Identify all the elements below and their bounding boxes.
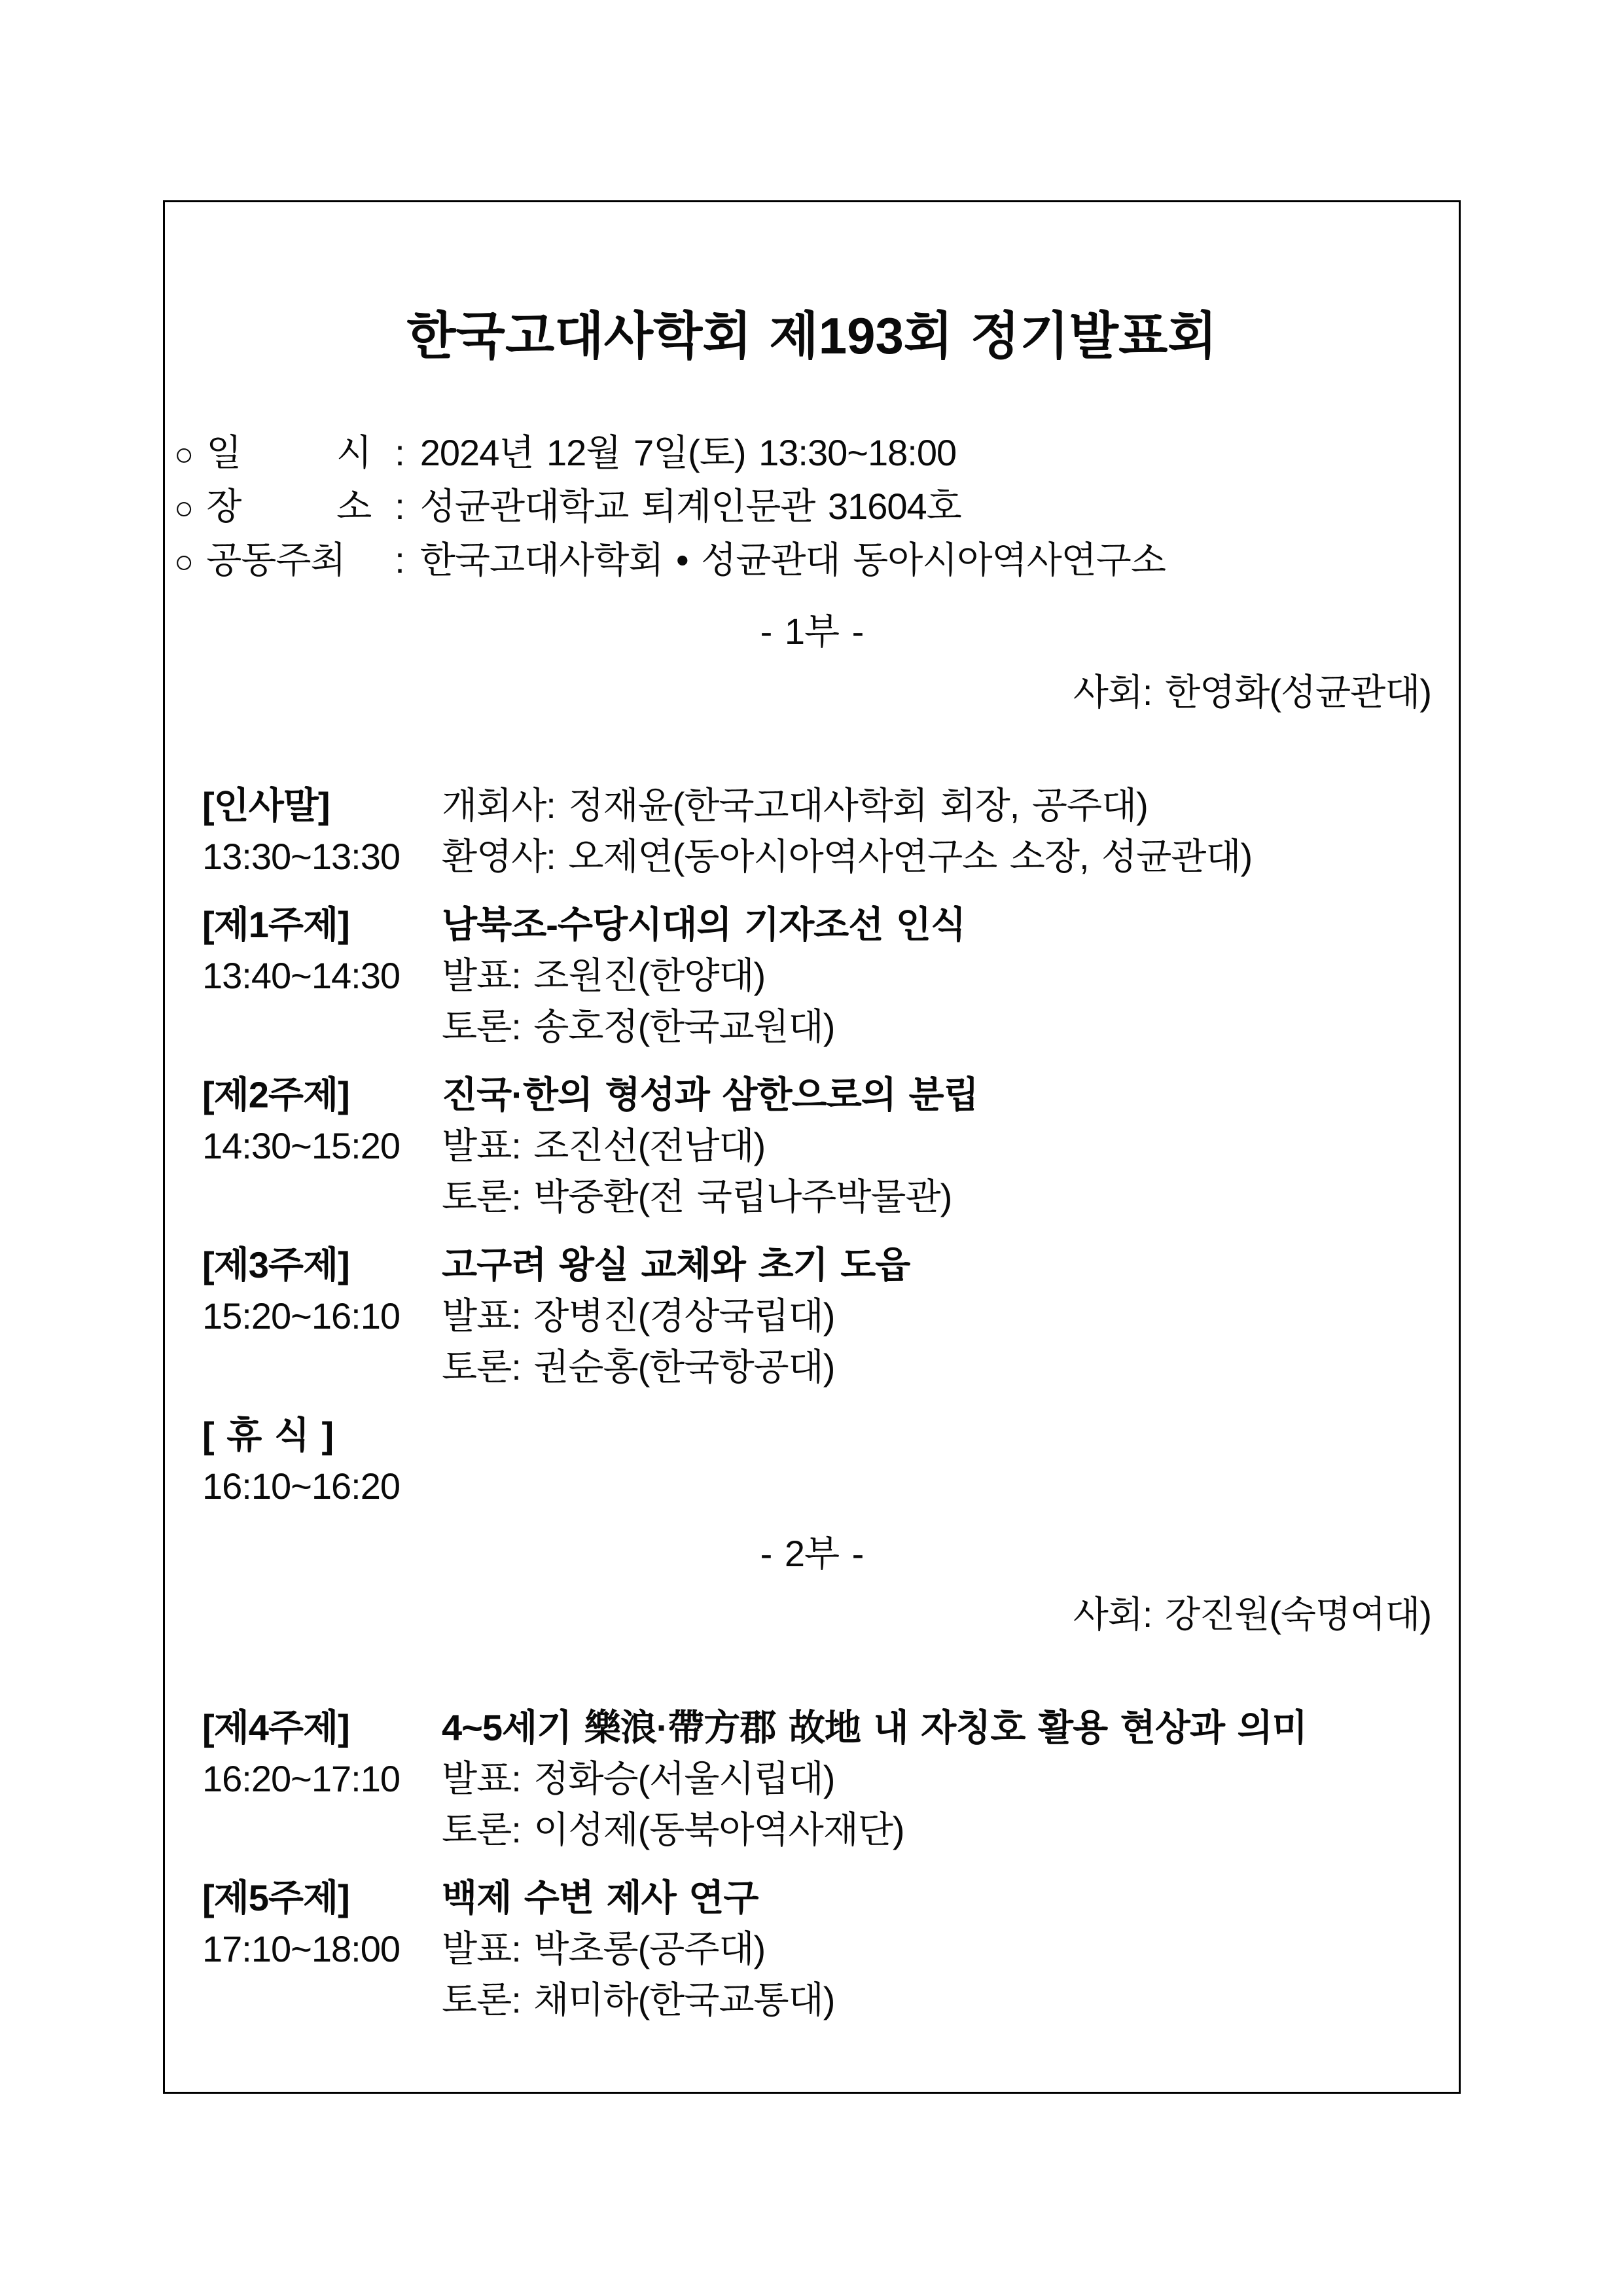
session-time (202, 1001, 442, 1052)
session-time (202, 1975, 442, 2026)
meta-value-venue: 성균관대학교 퇴계인문관 31604호 (419, 486, 961, 527)
schedule-row (202, 1172, 1459, 1223)
schedule-row (202, 1121, 1459, 1172)
meta-colon: : (395, 539, 404, 581)
schedule-row (202, 1804, 1459, 1856)
session-content: 환영사: 오제연(동아시아역사연구소 소장, 성균관대) (442, 836, 1253, 877)
session-label: [제3주제] (202, 1244, 349, 1285)
session-time (202, 1342, 442, 1393)
session-content (442, 1461, 1459, 1512)
session-label: [제2주제] (202, 1074, 349, 1115)
meta-row-cohost (174, 534, 1459, 588)
meta-colon: : (395, 432, 404, 473)
meta-value-datetime: 2024년 12월 7일(토) 13:30~18:00 (419, 432, 957, 473)
session-content (442, 1410, 1459, 1461)
schedule-row (202, 1924, 1459, 1975)
part2-heading: - 2부 - (760, 1533, 864, 1574)
session-content: 토론: 박중환(전 국립나주박물관) (442, 1176, 952, 1217)
session-time: 15:20~16:10 (202, 1295, 400, 1336)
session-topic: 고구려 왕실 교체와 초기 도읍 (442, 1244, 910, 1285)
session-content: 발표: 정화승(서울시립대) (442, 1758, 835, 1799)
meta-value-cohost: 한국고대사학회 • 성균관대 동아시아역사연구소 (419, 539, 1166, 581)
meta-section (174, 427, 1459, 588)
session-time: 14:30~15:20 (202, 1125, 400, 1166)
session-time (202, 1804, 442, 1856)
session-content: 개회사: 정재윤(한국고대사학회 회장, 공주대) (442, 785, 1148, 826)
schedule-row (202, 1873, 1459, 1924)
session-time: 13:40~14:30 (202, 955, 400, 996)
session-topic: 백제 수변 제사 연구 (442, 1877, 758, 1918)
session-time: 17:10~18:00 (202, 1928, 400, 1969)
schedule-row (202, 1240, 1459, 1291)
session-topic: 진국·한의 형성과 삼한으로의 분립 (442, 1074, 978, 1115)
session-content: 토론: 채미하(한국교통대) (442, 1979, 835, 2020)
session-time: 16:10~16:20 (202, 1465, 400, 1507)
session-content: 토론: 송호정(한국교원대) (442, 1006, 835, 1047)
session-content: 발표: 조진선(전남대) (442, 1125, 766, 1166)
schedule-part2 (202, 1702, 1459, 2026)
schedule-row (202, 831, 1459, 882)
schedule-row (202, 1702, 1459, 1753)
schedule-row (202, 1753, 1459, 1804)
circle-bullet-icon: ○ (174, 543, 194, 580)
schedule-row (202, 950, 1459, 1001)
session-time (202, 1172, 442, 1223)
schedule-part1 (202, 780, 1459, 1512)
schedule-row (202, 1069, 1459, 1121)
document-title: 한국고대사학회 제193회 정기발표회 (406, 307, 1217, 365)
session-time: 16:20~17:10 (202, 1758, 400, 1799)
break-label: [ 휴 식 ] (202, 1414, 334, 1456)
circle-bullet-icon: ○ (174, 436, 194, 473)
session-time: 13:30~13:30 (202, 836, 400, 877)
schedule-row (202, 780, 1459, 831)
schedule-row (202, 1975, 1459, 2026)
meta-label: 공동주최 (206, 539, 346, 581)
session-content: 발표: 장병진(경상국립대) (442, 1295, 835, 1336)
schedule-row (202, 1461, 1459, 1512)
schedule-row (202, 1001, 1459, 1052)
session-content: 토론: 이성제(동북아역사재단) (442, 1809, 904, 1850)
meta-label: 일 시 (206, 432, 372, 473)
session-content: 발표: 박초롱(공주대) (442, 1928, 766, 1969)
session-content: 발표: 조원진(한양대) (442, 955, 766, 996)
schedule-row-break (202, 1410, 1459, 1461)
schedule-row (202, 1342, 1459, 1393)
session-content: 토론: 권순홍(한국항공대) (442, 1346, 835, 1388)
session-label: [제1주제] (202, 904, 349, 945)
meta-row-venue (174, 480, 1459, 534)
session-label: [인사말] (202, 785, 330, 826)
session-topic: 남북조-수당시대의 기자조선 인식 (442, 904, 966, 945)
schedule-row (202, 899, 1459, 950)
session-label: [제5주제] (202, 1877, 349, 1918)
meta-row-datetime (174, 427, 1459, 480)
circle-bullet-icon: ○ (174, 490, 194, 526)
session-label: [제4주제] (202, 1707, 349, 1748)
part1-moderator: 사회: 한영화(성균관대) (1073, 672, 1431, 713)
page-border (163, 200, 1461, 2094)
part2-moderator: 사회: 강진원(숙명여대) (1073, 1594, 1431, 1635)
meta-colon: : (395, 486, 404, 527)
part1-heading: - 1부 - (760, 611, 864, 652)
session-topic: 4~5세기 樂浪·帶方郡 故地 내 자칭호 활용 현상과 의미 (442, 1707, 1307, 1748)
meta-label: 장 소 (206, 486, 372, 527)
schedule-row (202, 1291, 1459, 1342)
